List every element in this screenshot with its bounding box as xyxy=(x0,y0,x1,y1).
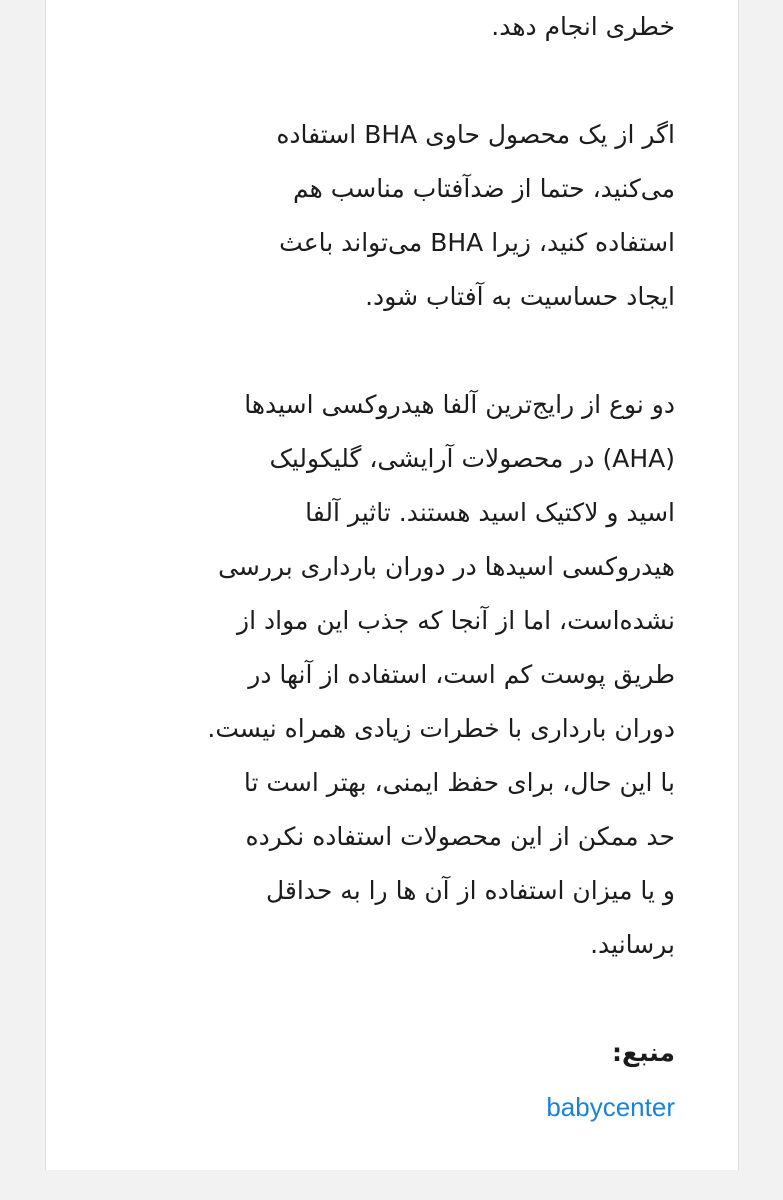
article-page xyxy=(45,0,739,1170)
text-line: برسانید. xyxy=(590,930,675,959)
text-line: نشده‌است، اما از آنجا که جذب این مواد از xyxy=(237,606,675,635)
paragraph-aha xyxy=(105,378,675,972)
text-line: خطری انجام دهد. xyxy=(491,12,675,41)
text-line: دو نوع از رایج‌ترین آلفا هیدروکسی اسیدها xyxy=(244,390,675,419)
source-link[interactable]: babycenter xyxy=(546,1092,675,1122)
text-line: (AHA) در محصولات آرایشی، گلیکولیک xyxy=(269,444,675,473)
text-line: هیدروکسی اسیدها در دوران بارداری بررسی xyxy=(218,552,675,581)
text-line: می‌کنید، حتما از ضدآفتاب مناسب هم xyxy=(292,174,675,203)
text-line: اسید و لاکتیک اسید هستند. تاثیر آلفا xyxy=(305,498,675,527)
text-line: و یا میزان استفاده از آن ها را به حداقل xyxy=(265,876,675,905)
text-line: حد ممکن از این محصولات استفاده نکرده xyxy=(245,822,675,851)
text-line: طریق پوست کم است، استفاده از آنها در xyxy=(248,660,675,689)
source-row xyxy=(105,1080,675,1135)
source-label: منبع: xyxy=(612,1038,675,1067)
text-line: اگر از یک محصول حاوی BHA استفاده xyxy=(276,120,675,149)
text-line: با این حال، برای حفظ ایمنی، بهتر است تا xyxy=(243,768,675,797)
text-line: ایجاد حساسیت به آفتاب شود. xyxy=(365,282,675,311)
paragraph-intro-tail xyxy=(105,0,675,54)
paragraph-bha xyxy=(105,108,675,324)
text-line: دوران بارداری با خطرات زیادی همراه نیست. xyxy=(207,714,675,743)
article-body xyxy=(105,0,675,1135)
text-line: استفاده کنید، زیرا BHA می‌تواند باعث xyxy=(279,228,675,257)
